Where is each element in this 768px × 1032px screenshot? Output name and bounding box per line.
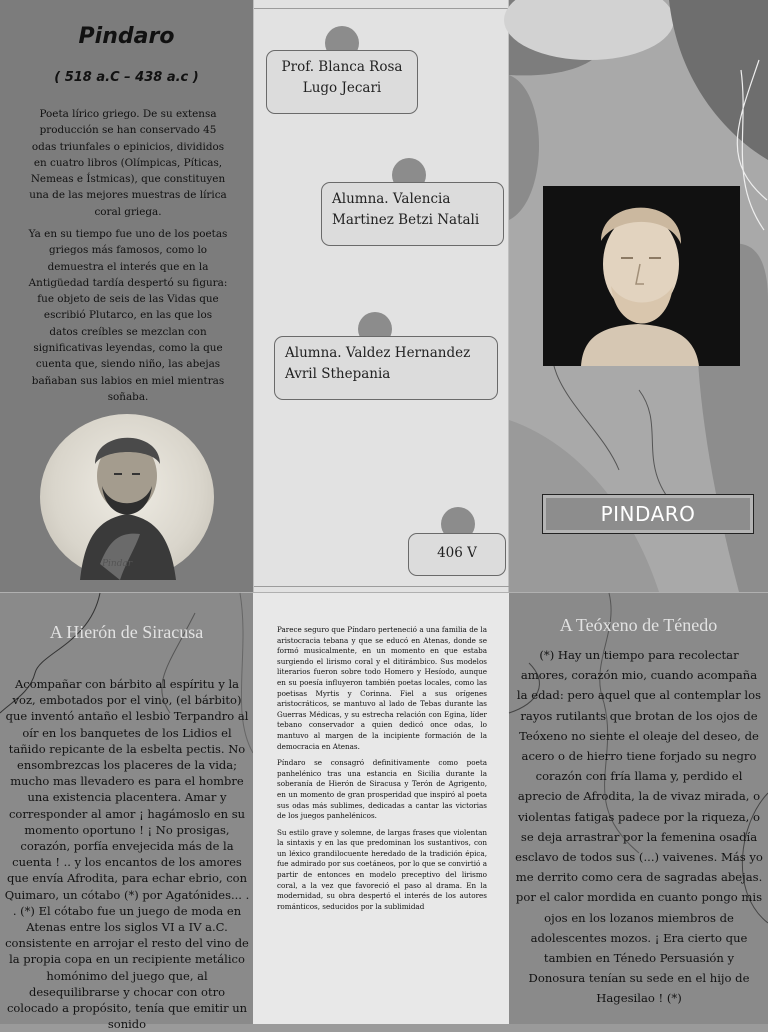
poem-title: A Teóxeno de Ténedo <box>559 615 718 635</box>
bearded-man-engraving-icon <box>40 414 214 580</box>
cover-title: PINDARO <box>542 494 754 534</box>
engraving-portrait <box>40 414 214 580</box>
bio-paragraph-1: Poeta lírico griego. De su extensa producción se han conservado 45 odas triunfales o epinicios, divididos en cuatro libros (Olímpicas, Píticas, Nemeas e Ístmicas), que constituyen una de las mejores muestras de lírica coral griega. <box>29 108 227 218</box>
biography-body <box>277 625 487 918</box>
marble-bust-icon <box>543 186 740 366</box>
bio-detail-paragraph-1: Parece seguro que Píndaro perteneció a una familia de la aristocracia tebana y que se educó en Atenas, donde se formó musicalmente, en un momento en que estaba surgiendo el lirismo coral y el ditirámbico. Sus modelos literarios fueron sobre todo Homero y Hesíodo, aunque en su poesía influyeron también poetas locales, como las poetisas Myrtis y Corinna. Fiel a sus orígenes aristocráticos, se mantuvo al lado de Tebas durante las Guerras Médicas, y su estrecha relación con Egina, líder tebano conservador a quien dedicó once odas, lo mantuvo al margen de la incipiente formación de la democracia en Atenas. <box>277 625 487 751</box>
divider <box>254 8 510 9</box>
panel-poem-teoxeno <box>509 592 768 1024</box>
panel-poem-hieron <box>0 592 253 1032</box>
portrait-caption: Pindar <box>102 559 133 569</box>
marble-bust-photo <box>543 186 740 366</box>
poem-text: (*) Hay un tiempo para recolectar amores, corazón mio, cuando acompaña la edad: pero aquel que al contemplar los rayos rutilants que brotan de los ojos de Teóxeno no siente el oleaje del deseo, de acero o de hierro tiene forjado su negro corazón con fría llama y, perdido el aprecio de Afrodita, la de vivaz mirada, o violentas fatigas padece por la riqueza, o se deja arrastrar por la femenina osadía esclavo de todos sus (...) vaivenes. Más yo me derrito como cera de sagradas abejas. por el calor mordida en cuanto pongo mis ojos en los lozanos miembros de adolescentes mozos. ¡ Era cierto que tambien en Ténedo Persuasión y Donosura tenían su sede en el hijo de Hagesilao ! (*) <box>515 648 763 1006</box>
bio-paragraph-2: Ya en su tiempo fue uno de los poetas griegos más famosos, como lo demuestra el interés que en la Antigüedad tardía despertó su figura: fue objeto de seis de las Vidas que escribió Plutarco, en las que los datos creíbles se mezclan con significativas leyendas, como la que cuenta que, siendo niño, las abejas bañaban sus labios en miel mientras soñaba. <box>28 228 228 403</box>
panel-credits <box>253 0 509 592</box>
panel-biography-detail <box>253 592 509 1024</box>
poem-title: A Hierón de Siracusa <box>49 622 204 642</box>
bio-detail-paragraph-3: Su estilo grave y solemne, de largas frases que violentan la sintaxis y en las que predominan los sustantivos, con un léxico grandilocuente heredado de la tradición épica, fue admirado por sus coetáneos, por lo que se convirtió a partir de entonces en modelo preceptivo del lirismo coral, a la vez que favoreció el paso al drama. En la modernidad, su obra despertó el interés de los autores románticos, seducidos por la sublimidad <box>277 827 487 911</box>
panel-cover <box>509 0 768 592</box>
poem-text: Acompañar con bárbito al espíritu y la voz, embotados por el vino, (el bárbito) que inventó antaño el lesbio Terpandro al oír en los banquetes de los Lidios el tañido repicante de la esbelta pectis. No ensombrezcas los placeres de la vida; mucho mas llevadero es para el hombre una existencia placentera. Amar y corresponder al amor ¡ hagámoslo en su momento oportuno ! ¡ No prosigas, corazón, porfía envejecida más de la cuenta ! .. y los encantos de los amores que envía Afrodita, para echar ebrio, con Quimaro, un cótabo (*) por Agatónides... . . (*) El cótabo fue un juego de moda en Atenas entre los siglos VI a IV a.C. consistente en arrojar el resto del vino de la propia copa en un recipiente metálico homónimo del juego que, al desequilibrarse y chocar con otro colocado a propósito, tenía que emitir un sonido <box>4 677 250 1032</box>
life-dates: ( 518 a.C – 438 a.c ) <box>54 70 199 85</box>
student-2-name-box: Alumna. Valdez Hernandez Avril Sthepania <box>274 336 498 400</box>
divider <box>254 586 510 587</box>
bio-detail-paragraph-2: Píndaro se consagró definitivamente como poeta panhelénico tras una estancia en Sicilia durante la soberanía de Hierón de Siracusa y Terón de Agrigento, en un momento de gran prosperidad que inspiró al poeta sus odas más sublimes, dedicadas a cantar las victorias de los juegos panhelénicos. <box>277 758 487 821</box>
teacher-name-box: Prof. Blanca Rosa Lugo Jecari <box>266 50 418 114</box>
student-1-name-box: Alumna. Valencia Martinez Betzi Natali <box>321 182 504 246</box>
panel-biography <box>0 0 253 592</box>
group-box: 406 V <box>408 533 506 576</box>
page-title: Pindaro <box>78 24 175 49</box>
